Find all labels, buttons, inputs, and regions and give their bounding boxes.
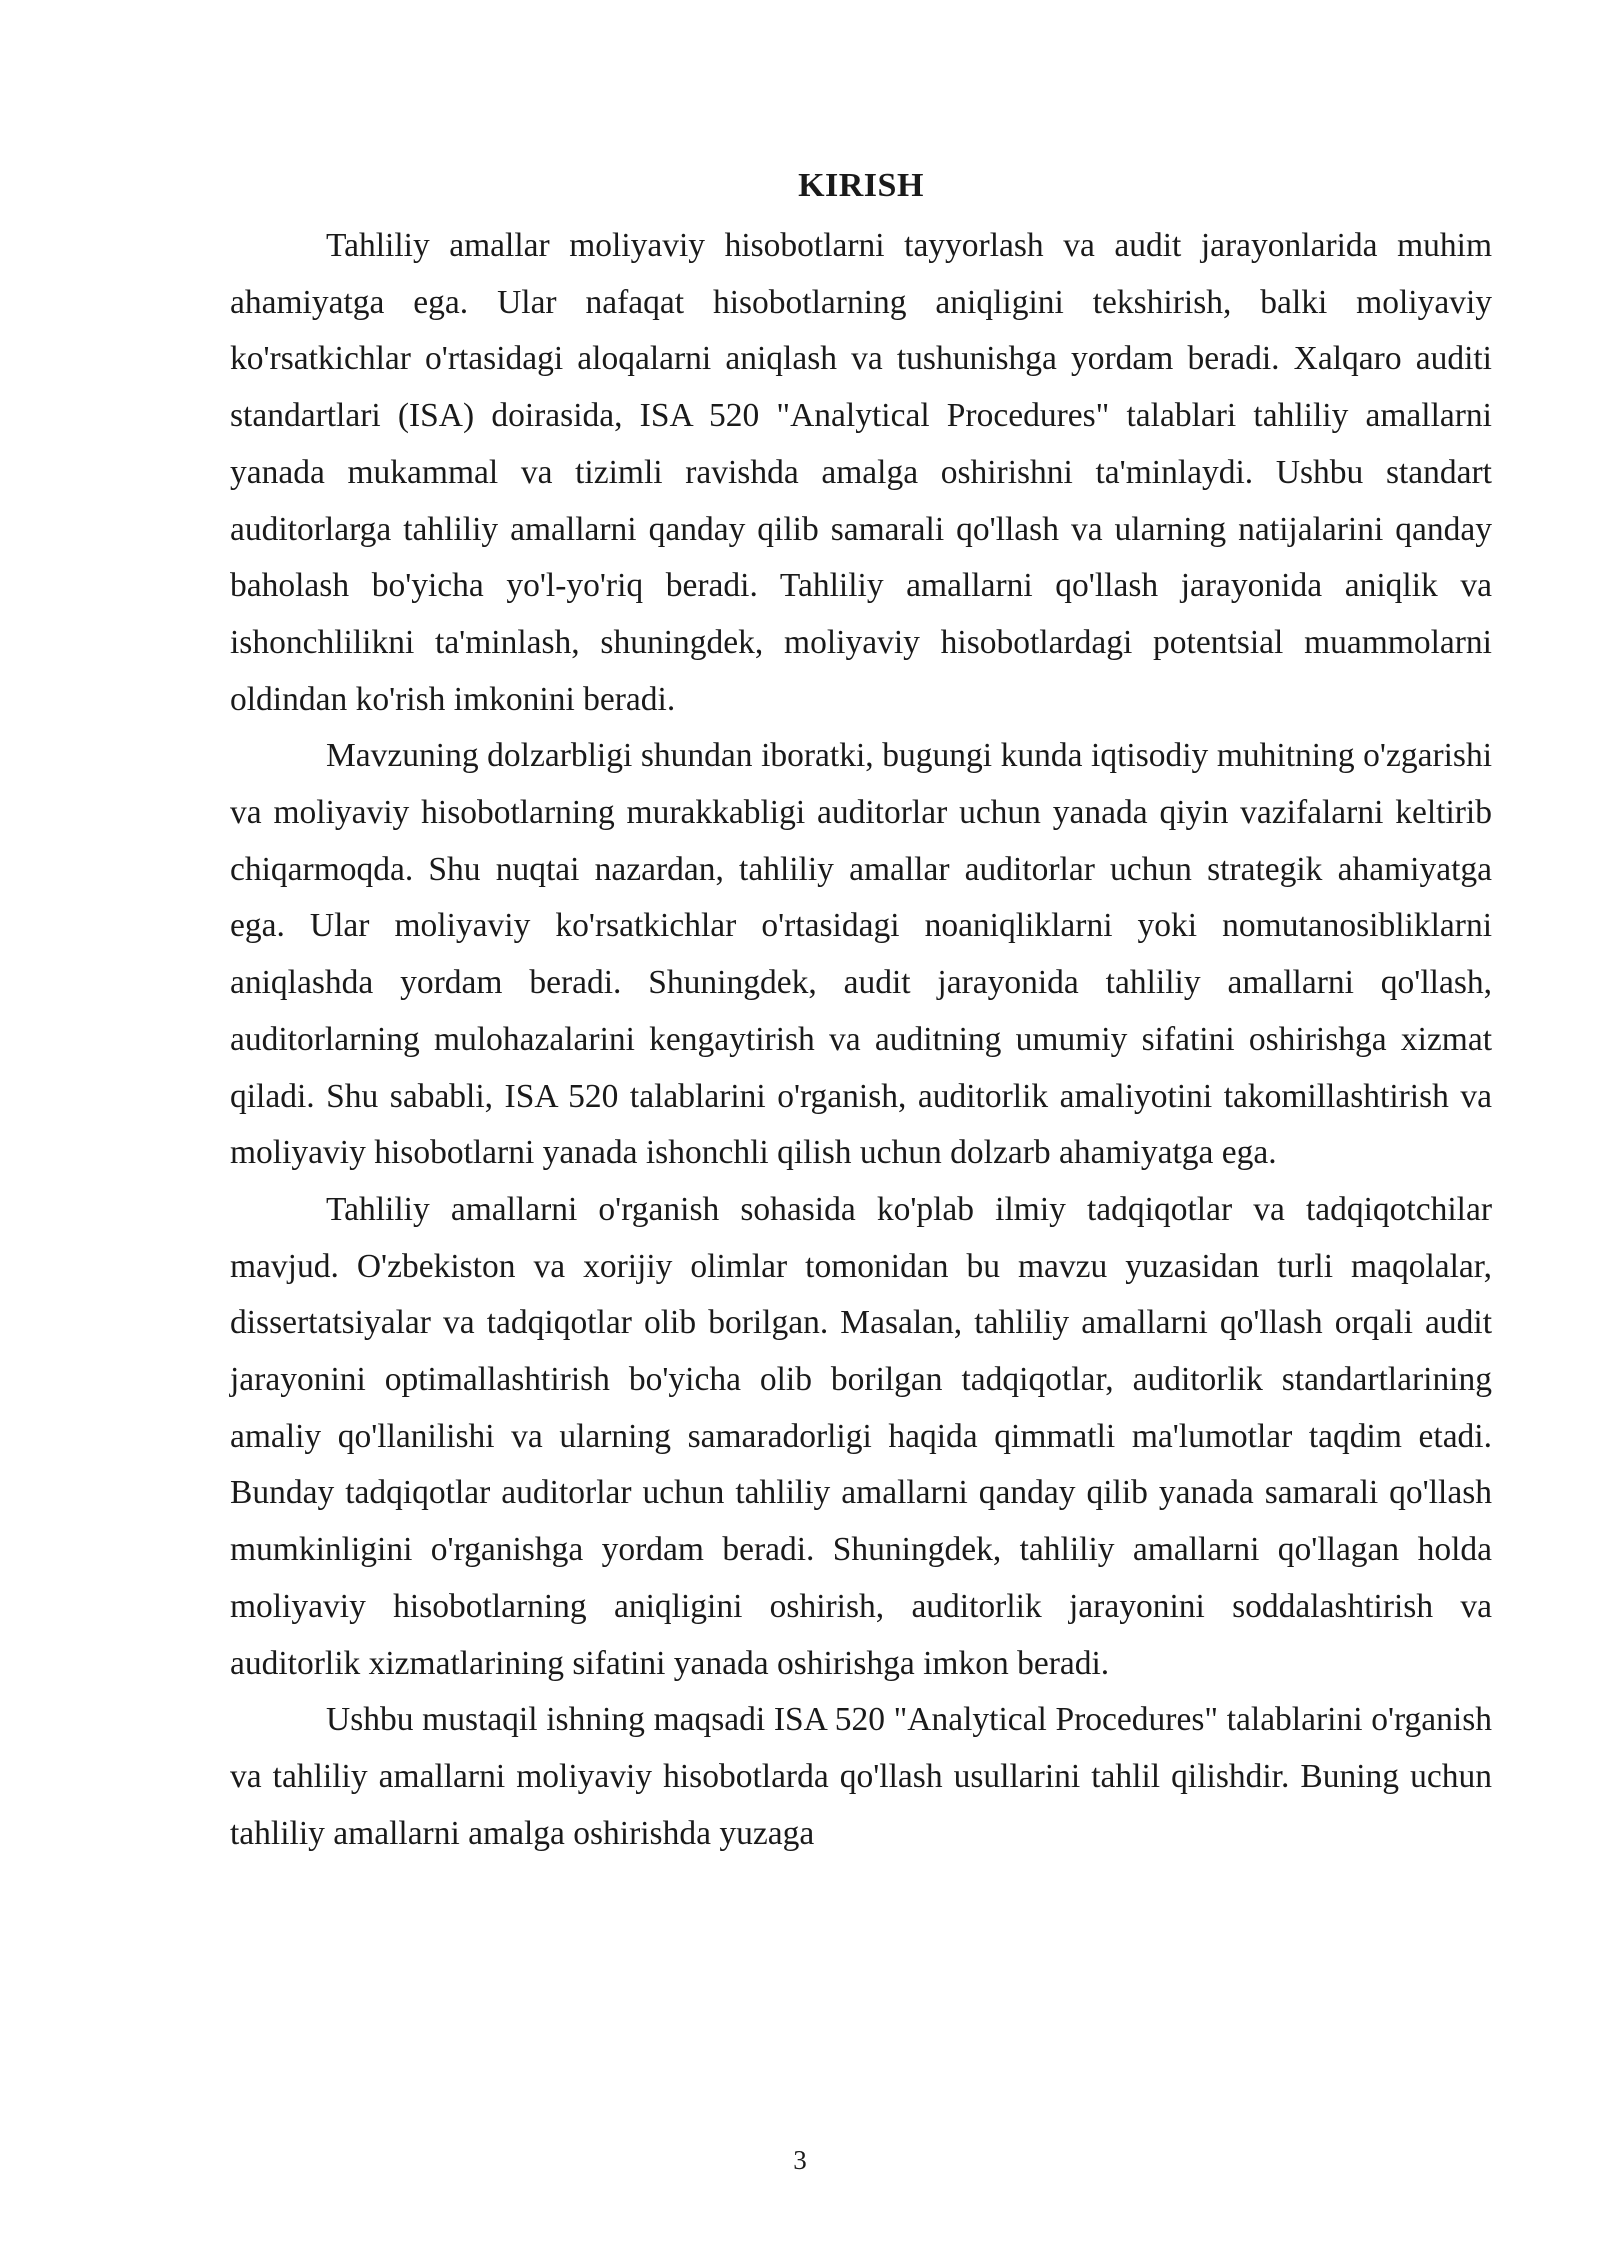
paragraph-purpose: Ushbu mustaqil ishning maqsadi ISA 520 "Analytical Procedures" talablarini o'rganish va tahliliy amallarni moliyaviy hisobotlarda qo'llash usullarini tahlil qilishdir. Buning uchun tahliliy amallarni amalga oshirishda yuzaga (230, 1701, 1492, 1852)
page-content (230, 162, 1492, 1862)
paragraph-relevance: Mavzuning dolzarbligi shundan iboratki, bugungi kunda iqtisodiy muhitning o'zgarishi va moliyaviy hisobotlarning murakkabligi auditorlar uchun yanada qiyin vazifalarni keltirib chiqarmoqda. Shu nuqtai nazardan, tahliliy amallar auditorlar uchun strategik ahamiyatga ega. Ular moliyaviy ko'rsatkichlar o'rtasidagi noaniqliklarni yoki nomutanosibliklarni aniqlashda yordam beradi. Shuningdek, audit jarayonida tahliliy amallarni qo'llash, auditorlarning mulohazalarini kengaytirish va auditning umumiy sifatini oshirishga xizmat qiladi. Shu sababli, ISA 520 talablarini o'rganish, auditorlik amaliyotini takomillashtirish va moliyaviy hisobotlarni yanada ishonchli qilish uchun dolzarb ahamiyatga ega. (230, 737, 1492, 1172)
paragraph-intro: Tahliliy amallar moliyaviy hisobotlarni tayyorlash va audit jarayonlarida muhim ahamiyatga ega. Ular nafaqat hisobotlarning aniqligini tekshirish, balki moliyaviy ko'rsatkichlar o'rtasidagi aloqalarni aniqlash va tushunishga yordam beradi. Xalqaro auditi standartlari (ISA) doirasida, ISA 520 "Analytical Procedures" talablari tahliliy amallarni yanada mukammal va tizimli ravishda amalga oshirishni ta'minlaydi. Ushbu standart auditorlarga tahliliy amallarni qanday qilib samarali qo'llash va ularning natijalarini qanday baholash bo'yicha yo'l-yo'riq beradi. Tahliliy amallarni qo'llash jarayonida aniqlik va ishonchlilikni ta'minlash, shuningdek, moliyaviy hisobotlardagi potentsial muammolarni oldindan ko'rish imkonini beradi. (230, 227, 1492, 718)
paragraph-research: Tahliliy amallarni o'rganish sohasida ko'plab ilmiy tadqiqotlar va tadqiqotchilar mavjud. O'zbekiston va xorijiy olimlar tomonidan bu mavzu yuzasidan turli maqolalar, dissertatsiyalar va tadqiqotlar olib borilgan. Masalan, tahliliy amallarni qo'llash orqali audit jarayonini optimallashtirish bo'yicha olib borilgan tadqiqotlar, auditorlik standartlarining amaliy qo'llanilishi va ularning samaradorligi haqida qimmatli ma'lumotlar taqdim etadi. Bunday tadqiqotlar auditorlar uchun tahliliy amallarni qanday qilib yanada samarali qo'llash mumkinligini o'rganishga yordam beradi. Shuningdek, tahliliy amallarni qo'llagan holda moliyaviy hisobotlarning aniqligini oshirish, auditorlik jarayonini soddalashtirish va auditorlik xizmatlarining sifatini yanada oshirishga imkon beradi. (230, 1190, 1492, 1682)
section-title: KIRISH (798, 167, 924, 204)
page-number: 3 (793, 2145, 807, 2175)
